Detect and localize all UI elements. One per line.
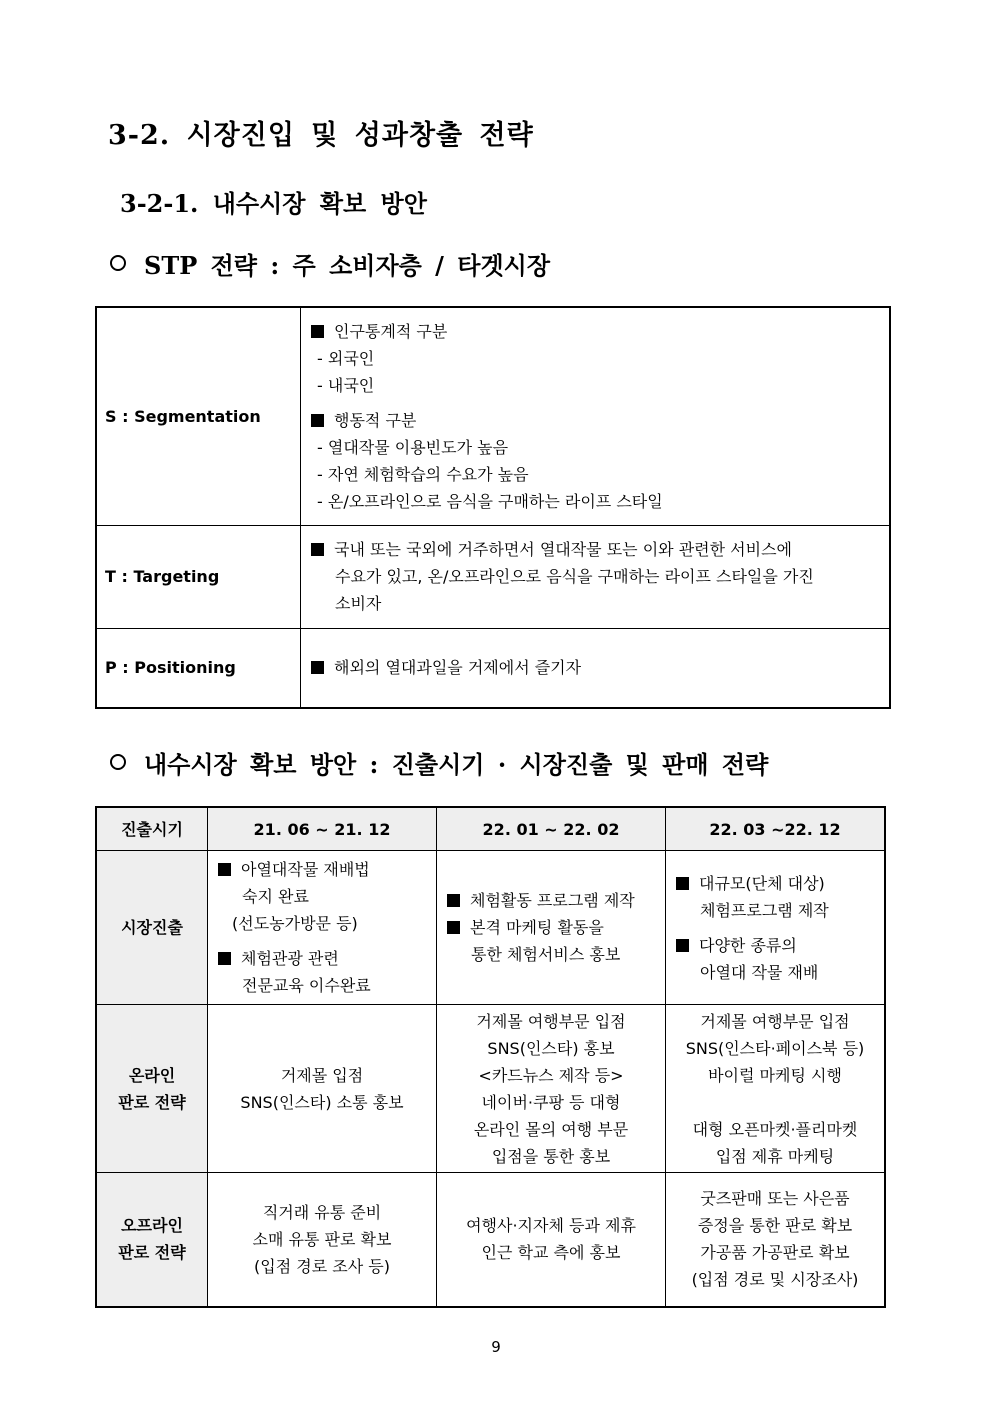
online-text: 입점 제휴 마케팅 xyxy=(715,1146,835,1166)
online-text: 입점을 통한 홍보 xyxy=(491,1146,611,1166)
online-text: 거제몰 입점 xyxy=(280,1065,364,1085)
entry-text: 대규모(단체 대상) xyxy=(699,873,825,893)
targeting-line: 국내 또는 국외에 거주하면서 열대작물 또는 이와 관련한 서비스에 xyxy=(334,540,793,559)
offline-text: 소매 유통 판로 확보 xyxy=(252,1229,392,1249)
square-bullet-icon xyxy=(311,414,324,427)
online-text: 온라인 몰의 여행 부문 xyxy=(473,1119,629,1139)
header-cell: 진출시기 xyxy=(96,807,208,851)
offline-text: (입점 경로 및 시장조사) xyxy=(691,1270,859,1290)
market-heading xyxy=(110,745,768,780)
online-text: 거제몰 여행부문 입점 xyxy=(476,1011,626,1031)
entry-text: 전문교육 이수완료 xyxy=(242,976,371,995)
header-row xyxy=(96,807,885,851)
targeting-row xyxy=(96,525,890,628)
entry-text: 다양한 종류의 xyxy=(699,935,797,955)
entry-text: 통한 체험서비스 홍보 xyxy=(471,945,621,964)
market-strategy-table xyxy=(95,806,886,1308)
targeting-line: 수요가 있고, 온/오프라인으로 음식을 구매하는 라이프 스타일을 가진 xyxy=(335,567,814,586)
entry-text: 숙지 완료 xyxy=(242,887,309,906)
targeting-line: 소비자 xyxy=(335,594,382,613)
offline-label xyxy=(96,1173,208,1307)
entry-cell-1 xyxy=(208,851,437,1005)
entry-cell-3 xyxy=(666,851,886,1005)
square-bullet-icon xyxy=(311,325,324,338)
square-bullet-icon xyxy=(311,661,324,674)
online-text: 네이버·쿠팡 등 대형 xyxy=(481,1092,621,1112)
square-bullet-icon xyxy=(447,894,460,907)
circle-bullet-icon xyxy=(110,255,126,271)
section-heading: 3-2. 시장진입 및 성과창출 전략 xyxy=(108,120,534,151)
targeting-content xyxy=(301,525,891,628)
online-text: 거제몰 여행부문 입점 xyxy=(700,1011,850,1031)
offline-text: 가공품 가공판로 확보 xyxy=(700,1243,850,1263)
header-cell: 22. 01 ~ 22. 02 xyxy=(437,807,666,851)
offline-text: 여행사·지자체 등과 제휴 xyxy=(466,1216,636,1236)
online-text: 대형 오픈마켓·플리마켓 xyxy=(692,1119,858,1139)
segmentation-content xyxy=(301,307,891,525)
stp-heading-text: STP 전략 : 주 소비자층 / 타겟시장 xyxy=(144,251,551,280)
market-heading-text: 내수시장 확보 방안 : 진출시기 · 시장진출 및 판매 전략 xyxy=(144,750,769,779)
seg-item: - 열대작물 이용빈도가 높음 xyxy=(317,437,509,457)
online-text: SNS(인스타) 소통 홍보 xyxy=(240,1092,404,1112)
entry-text: 체험활동 프로그램 제작 xyxy=(470,891,635,910)
offline-text: 직거래 유통 준비 xyxy=(262,1202,382,1222)
circle-bullet-icon xyxy=(110,754,126,770)
square-bullet-icon xyxy=(218,863,231,876)
seg-group2-title: 행동적 구분 xyxy=(334,410,417,430)
header-cell: 22. 03 ~22. 12 xyxy=(666,807,886,851)
online-text: <카드뉴스 제작 등> xyxy=(478,1065,624,1085)
positioning-content xyxy=(301,628,891,708)
seg-group2 xyxy=(311,407,879,434)
square-bullet-icon xyxy=(218,952,231,965)
online-text: 바이럴 마케팅 시행 xyxy=(708,1065,842,1085)
seg-item: - 온/오프라인으로 음식을 구매하는 라이프 스타일 xyxy=(317,491,663,511)
entry-text: 체험관광 관련 xyxy=(241,949,339,968)
offline-cell-2 xyxy=(437,1173,666,1307)
online-cell-3 xyxy=(666,1005,886,1173)
offline-cell-1 xyxy=(208,1173,437,1307)
positioning-text: 해외의 열대과일을 거제에서 즐기자 xyxy=(334,658,582,678)
online-cell-2 xyxy=(437,1005,666,1173)
entry-label: 시장진출 xyxy=(96,851,208,1005)
online-label-line: 온라인 xyxy=(128,1065,176,1085)
entry-text: 아열대작물 재배법 xyxy=(241,860,370,879)
offline-text: 증정을 통한 판로 확보 xyxy=(697,1216,853,1236)
online-row xyxy=(96,1005,885,1173)
entry-text: (선도농가방문 등) xyxy=(232,914,358,933)
seg-item: - 외국인 xyxy=(317,348,375,368)
offline-label-line: 판로 전략 xyxy=(118,1243,186,1263)
online-text: SNS(인스타) 홍보 xyxy=(487,1038,615,1058)
segmentation-row xyxy=(96,307,890,525)
online-label-line: 판로 전략 xyxy=(118,1092,186,1112)
offline-text: (입점 경로 조사 등) xyxy=(254,1256,390,1276)
targeting-label: T : Targeting xyxy=(96,525,301,628)
header-cell: 21. 06 ~ 21. 12 xyxy=(208,807,437,851)
entry-row xyxy=(96,851,885,1005)
offline-text: 인근 학교 측에 홍보 xyxy=(481,1243,621,1263)
seg-item: - 자연 체험학습의 수요가 높음 xyxy=(317,464,529,484)
positioning-label: P : Positioning xyxy=(96,628,301,708)
seg-group1-title: 인구통계적 구분 xyxy=(334,321,448,341)
stp-table xyxy=(95,306,891,709)
online-cell-1 xyxy=(208,1005,437,1173)
entry-text: 아열대 작물 재배 xyxy=(700,962,819,982)
online-text: SNS(인스타·페이스북 등) xyxy=(685,1038,865,1058)
offline-cell-3 xyxy=(666,1173,886,1307)
page-number: 9 xyxy=(491,1338,501,1356)
square-bullet-icon xyxy=(676,877,689,890)
entry-cell-2 xyxy=(437,851,666,1005)
entry-text: 본격 마케팅 활동을 xyxy=(470,918,604,937)
offline-row xyxy=(96,1173,885,1307)
square-bullet-icon xyxy=(676,939,689,952)
offline-text: 굿즈판매 또는 사은품 xyxy=(700,1189,850,1209)
subsection-heading: 3-2-1. 내수시장 확보 방안 xyxy=(120,189,427,218)
square-bullet-icon xyxy=(311,543,324,556)
stp-heading xyxy=(110,246,550,281)
segmentation-label: S : Segmentation xyxy=(96,307,301,525)
entry-text: 체험프로그램 제작 xyxy=(700,900,829,920)
offline-label-line: 오프라인 xyxy=(121,1216,183,1236)
square-bullet-icon xyxy=(447,921,460,934)
positioning-row xyxy=(96,628,890,708)
online-label xyxy=(96,1005,208,1173)
seg-item: - 내국인 xyxy=(317,375,375,395)
seg-group1 xyxy=(311,318,879,345)
